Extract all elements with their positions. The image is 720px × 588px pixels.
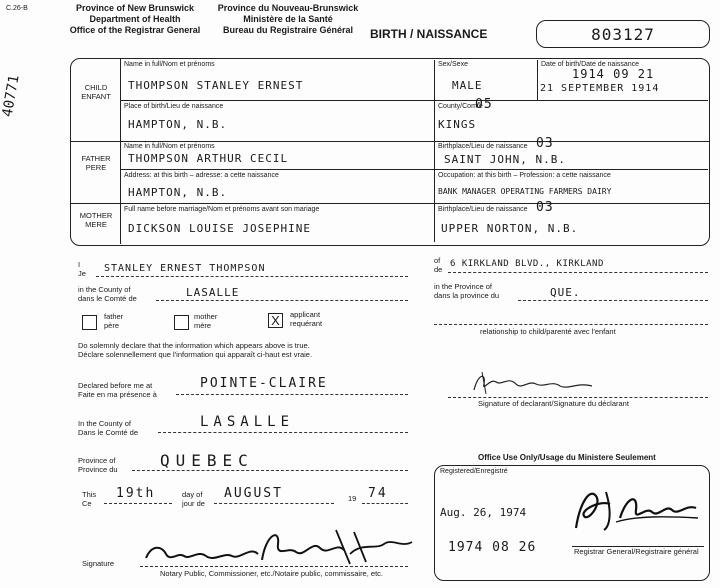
father-checkbox-label: father père xyxy=(104,312,124,330)
sex-date-divider xyxy=(537,60,538,100)
header-en-line-3: Office of the Registrar General xyxy=(69,25,201,35)
child-name: THOMPSON STANLEY ERNEST xyxy=(128,79,304,92)
declared-place: POINTE-CLAIRE xyxy=(200,376,328,391)
mother-birthplace: UPPER NORTON, N.B. xyxy=(441,222,579,235)
label-column-divider xyxy=(120,58,121,244)
mother-checkbox-label: mother mère xyxy=(194,312,218,330)
father-label-fr: PERE xyxy=(85,162,107,172)
year-suffix: 74 xyxy=(368,486,388,501)
registration-number-box xyxy=(536,20,710,48)
mother-section-label xyxy=(74,212,118,229)
father-birthplace: SAINT JOHN, N.B. xyxy=(444,153,566,166)
applicant-checkbox[interactable]: X xyxy=(268,313,283,328)
header-en xyxy=(55,3,215,36)
declared-before-label: Declared before me at Faite en ma présence à xyxy=(78,381,157,399)
father-birthplace-label: Birthplace/Lieu de naissance xyxy=(438,143,528,150)
registrar-signature xyxy=(566,482,704,536)
applicant-checkbox-label: applicant requérant xyxy=(290,310,323,328)
child-row-divider xyxy=(120,100,708,101)
child-county-label: County/Comté xyxy=(438,103,483,110)
declarant-name: STANLEY ERNEST THOMPSON xyxy=(104,263,266,274)
declarant-county-label: in the County of dans le Comté de xyxy=(78,285,137,303)
declarant-county: LASALLE xyxy=(186,286,240,299)
child-dob-text: 21 SEPTEMBER 1914 xyxy=(540,83,660,94)
child-sex-label: Sex/Sexe xyxy=(438,61,468,68)
office-use-title: Office Use Only/Usage du Ministere Seulement xyxy=(478,453,656,462)
child-dob-numeric: 1914 09 21 xyxy=(572,67,655,81)
margin-note-text: 40771 xyxy=(0,73,23,119)
month-line xyxy=(214,503,334,504)
year-prefix: 19 xyxy=(348,494,357,503)
father-birthplace-code: 03 xyxy=(536,136,554,151)
month-value: AUGUST xyxy=(224,486,283,501)
registrar-label: Registrar General/Registraire général xyxy=(574,547,699,556)
this-label: This Ce xyxy=(82,490,97,508)
relationship-label: relationship to child/parenté avec l'enfant xyxy=(480,327,616,336)
child-pob: HAMPTON, N.B. xyxy=(128,118,228,131)
child-label-en: CHILD xyxy=(84,83,108,92)
form-code: C.26-B xyxy=(6,5,28,12)
county2-value: LASALLE xyxy=(200,414,295,430)
header-fr-line-1: Province du Nouveau-Brunswick xyxy=(217,3,359,13)
father-name: THOMPSON ARTHUR CECIL xyxy=(128,152,289,165)
margin-note xyxy=(2,66,42,126)
mother-birthplace-label: Birthplace/Lieu de naissance xyxy=(438,206,528,213)
child-label-fr: ENFANT xyxy=(81,91,111,101)
notary-label: Notary Public, Commissioner, etc./Notaire public, commissaire, etc. xyxy=(160,569,383,578)
declarant-i-label: I Je xyxy=(78,260,86,278)
child-county-code: 05 xyxy=(475,97,493,112)
child-sex: MALE xyxy=(452,79,483,92)
this-day: 19th xyxy=(116,486,156,501)
county2-line xyxy=(158,432,408,433)
form-title: BIRTH / NAISSANCE xyxy=(370,27,488,41)
declarant-of-label: of de xyxy=(434,256,443,274)
declarant-signature-line xyxy=(448,397,708,398)
header-en-line-1: Province of New Brunswick xyxy=(75,3,195,13)
signature-label: Signature xyxy=(82,559,115,568)
registered-label: Registered/Enregistré xyxy=(440,468,508,475)
child-dob-label: Date of birth/Date de naissance xyxy=(541,61,640,68)
notary-signature-line xyxy=(140,566,408,567)
declarant-province-label: in the Province of dans la province du xyxy=(434,282,500,300)
father-row-divider xyxy=(120,169,708,170)
father-checkbox[interactable] xyxy=(82,315,97,330)
declarant-province-line xyxy=(518,300,708,301)
header-fr-line-3: Bureau du Registraire Général xyxy=(222,25,354,35)
mother-name: DICKSON LOUISE JOSEPHINE xyxy=(128,222,311,235)
father-section-label xyxy=(74,155,118,172)
mother-label-en: MOTHER xyxy=(79,211,113,220)
column-divider xyxy=(434,60,435,242)
notary-signature xyxy=(140,524,420,570)
father-occupation-label: Occupation: at this birth – Profession: a cette naissance xyxy=(438,172,611,179)
child-county: KINGS xyxy=(438,118,477,131)
day-of-label: day of jour de xyxy=(182,490,205,508)
declarant-province: QUE. xyxy=(550,286,581,299)
mother-label-fr: MERE xyxy=(85,219,107,229)
province2-label: Province of Province du xyxy=(78,456,118,474)
mother-checkbox[interactable] xyxy=(174,315,189,330)
registered-date: Aug. 26, 1974 xyxy=(440,506,527,519)
declarant-signature xyxy=(468,368,598,398)
declared-place-line xyxy=(176,394,408,395)
header-fr xyxy=(208,3,368,36)
declarant-signature-label: Signature of declarant/Signature du déclarant xyxy=(478,399,629,408)
father-mother-divider xyxy=(70,203,710,204)
relationship-line xyxy=(434,324,708,325)
declarant-address-line xyxy=(448,272,708,273)
child-pob-label: Place of birth/Lieu de naissance xyxy=(124,103,224,110)
father-address: HAMPTON, N.B. xyxy=(128,186,228,199)
header-en-line-2: Department of Health xyxy=(89,14,181,24)
year-line xyxy=(362,503,408,504)
province2-line xyxy=(132,470,408,471)
registered-numeric-date: 1974 08 26 xyxy=(448,540,537,555)
declarant-name-line xyxy=(96,276,408,277)
county2-label: In the County of Dans le Comté de xyxy=(78,419,139,437)
registration-number: 803127 xyxy=(591,25,655,44)
mother-birthplace-code: 03 xyxy=(536,200,554,215)
this-day-line xyxy=(104,503,172,504)
father-label-en: FATHER xyxy=(81,154,111,163)
solemn-declaration-fr: Déclare solennellement que l'information qui apparaît ci-haut est vraie. xyxy=(78,350,313,359)
province2-value: QUEBEC xyxy=(160,451,254,470)
father-address-label: Address: at this birth – adresse: a cette naissance xyxy=(124,172,279,179)
mother-name-label: Full name before marriage/Nom et prénoms avant son mariage xyxy=(124,206,320,213)
father-occupation: BANK MANAGER OPERATING FARMERS DAIRY xyxy=(438,187,612,196)
child-father-divider xyxy=(70,141,710,142)
declarant-county-line xyxy=(156,300,408,301)
child-section-label xyxy=(74,84,118,101)
father-name-label: Name in full/Nom et prénoms xyxy=(124,143,215,150)
header-fr-line-2: Ministère de la Santé xyxy=(243,14,333,24)
declarant-address: 6 KIRKLAND BLVD., KIRKLAND xyxy=(450,259,604,269)
child-name-label: Name in full/Nom et prénoms xyxy=(124,61,215,68)
solemn-declaration-en: Do solemnly declare that the information which appears above is true. xyxy=(78,341,310,350)
